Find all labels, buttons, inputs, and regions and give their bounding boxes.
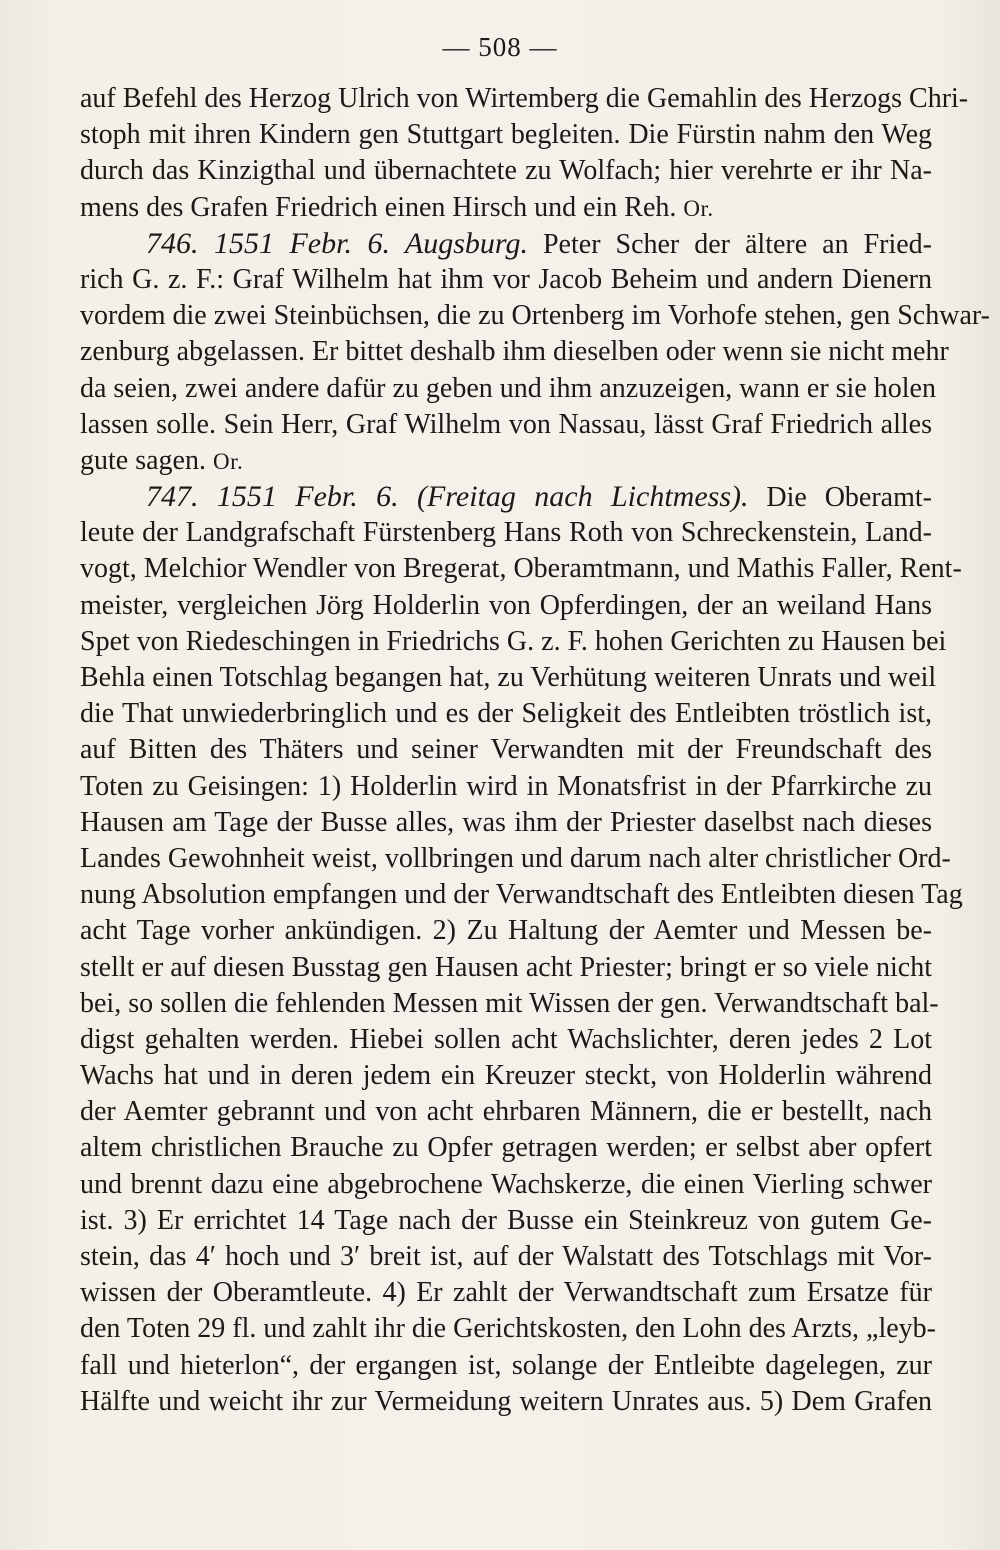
text-line	[80, 696, 932, 732]
line-text: auf Befehl des Herzog Ulrich von Wirtemberg die Gemahlin des Herzogs Chri-	[80, 83, 969, 114]
text-line	[80, 226, 932, 262]
line-text: altem christlichen Brauche zu Opfer getragen werden; er selbst aber opfert	[80, 1132, 932, 1164]
text-line	[80, 1203, 932, 1239]
line-text: meister, vergleichen Jörg Holderlin von Opferdingen, der an weiland Hans	[80, 589, 932, 621]
line-text: auf Bitten des Thäters und seiner Verwandten mit der Freundschaft des	[80, 734, 932, 766]
line-text: Die Oberamt-	[766, 482, 932, 514]
line-text: vogt, Melchior Wendler von Bregerat, Oberamtmann, und Mathis Faller, Rent-	[80, 553, 962, 585]
source-note: Or.	[212, 448, 244, 474]
line-text: lassen solle. Sein Herr, Graf Wilhelm von Nassau, lässt Graf Friedrich alles	[80, 408, 932, 440]
body-text	[80, 81, 990, 1420]
line-text: Toten zu Geisingen: 1) Holderlin wird in Monatsfrist in der Pfarrkirche zu	[80, 770, 932, 802]
line-text: bei, so sollen die fehlenden Messen mit Wissen der gen. Verwandtschaft bal-	[80, 987, 939, 1019]
text-line	[80, 1311, 936, 1347]
text-line	[80, 190, 932, 226]
line-text: durch das Kinzigthal und übernachtete zu Wolfach; hier verehrte er ihr Na-	[80, 155, 932, 187]
text-line	[80, 1130, 932, 1166]
text-line	[80, 334, 949, 370]
line-text: Spet von Riedeschingen in Friedrichs G. z. F. hohen Gerichten zu Hausen bei	[80, 625, 947, 657]
text-line	[80, 1348, 932, 1384]
text-line	[80, 371, 936, 407]
line-text: nung Absolution empfangen und der Verwandtschaft des Entleibten diesen Tag	[80, 879, 963, 911]
text-line	[80, 443, 932, 479]
text-line	[80, 407, 932, 443]
text-line	[80, 986, 939, 1022]
text-line	[80, 81, 969, 117]
text-line	[80, 1022, 932, 1058]
line-text: rich G. z. F.: Graf Wilhelm hat ihm vor Jacob Beheim und andern Dienern	[80, 263, 932, 295]
line-text: vordem die zwei Steinbüchsen, die zu Ortenberg im Vorhofe stehen, gen Schwar-	[80, 300, 990, 332]
text-line	[80, 1384, 932, 1420]
text-line	[80, 950, 932, 986]
line-text: Landes Gewohnheit weist, vollbringen und darum nach alter christlicher Ord-	[80, 842, 951, 874]
line-text: die That unwiederbringlich und es der Seligkeit des Entleibten tröstlich ist,	[80, 698, 932, 730]
line-text: der Aemter gebrannt und von acht ehrbaren Männern, die er bestellt, nach	[80, 1096, 932, 1128]
line-text: zenburg abgelassen. Er bittet deshalb ihm dieselben oder wenn sie nicht mehr	[80, 336, 949, 368]
entry-heading: 746. 1551 Febr. 6. Augsburg.	[146, 226, 528, 260]
text-line	[80, 877, 963, 913]
line-text: Wachs hat und in deren jedem ein Kreuzer steckt, von Holderlin während	[80, 1060, 932, 1092]
page-number: — 508 —	[442, 32, 558, 62]
text-line	[80, 732, 932, 768]
line-text: wissen der Oberamtleute. 4) Er zahlt der Verwandtschaft zum Ersatze für	[80, 1277, 932, 1309]
text-line	[80, 551, 962, 587]
text-line	[80, 805, 932, 841]
line-text: leute der Landgrafschaft Fürstenberg Hans Roth von Schreckenstein, Land-	[80, 517, 932, 549]
line-text: stein, das 4′ hoch und 3′ breit ist, auf der Walstatt des Totschlags mit Vor-	[80, 1241, 932, 1272]
line-text: Peter Scher der ältere an Fried-	[542, 228, 933, 260]
line-text: digst gehalten werden. Hiebei sollen acht Wachslichter, deren jedes 2 Lot	[80, 1023, 932, 1055]
text-line	[80, 841, 951, 877]
line-text: gute sagen.	[80, 444, 206, 476]
text-line	[80, 660, 937, 696]
line-text: Hälfte und weicht ihr zur Vermeidung weitern Unrates aus. 5) Dem Grafen	[80, 1385, 932, 1417]
line-text: da seien, zwei andere dafür zu geben und ihm anzuzeigen, wann er sie holen	[80, 372, 936, 404]
text-line	[80, 1275, 932, 1311]
entry-heading: 747. 1551 Febr. 6. (Freitag nach Lichtmess).	[146, 480, 749, 514]
line-text: stoph mit ihren Kindern gen Stuttgart begleiten. Die Fürstin nahm den Weg	[80, 119, 932, 151]
line-text: ist. 3) Er errichtet 14 Tage nach der Busse ein Steinkreuz von gutem Ge-	[80, 1204, 932, 1236]
text-line	[80, 588, 932, 624]
text-line	[80, 117, 932, 153]
text-line	[80, 298, 990, 334]
line-text: mens des Grafen Friedrich einen Hirsch und ein Reh.	[80, 191, 677, 223]
text-line	[80, 1058, 932, 1094]
text-line	[80, 153, 932, 189]
text-line	[80, 1094, 932, 1130]
source-note: Or.	[683, 195, 714, 221]
text-line	[80, 262, 932, 298]
line-text: fall und hieterlon“, der ergangen ist, solange der Entleibte dagelegen, zur	[80, 1349, 932, 1381]
text-line	[80, 624, 947, 660]
line-text: Hausen am Tage der Busse alles, was ihm der Priester daselbst nach dieses	[80, 806, 932, 838]
text-line	[80, 769, 932, 805]
line-text: Behla einen Totschlag begangen hat, zu Verhütung weiteren Unrats und weil	[80, 662, 937, 693]
line-text: acht Tage vorher ankündigen. 2) Zu Haltung der Aemter und Messen be-	[80, 915, 932, 947]
line-text: und brennt dazu eine abgebrochene Wachskerze, die einen Vierling schwer	[80, 1168, 932, 1200]
line-text: den Toten 29 fl. und zahlt ihr die Gerichtskosten, den Lohn des Arzts, „leyb-	[80, 1313, 936, 1345]
text-line	[80, 1167, 932, 1203]
text-line	[80, 913, 932, 949]
text-line	[80, 479, 932, 515]
line-text: stellt er auf diesen Busstag gen Hausen acht Priester; bringt er so viele nicht	[80, 951, 932, 983]
text-line	[80, 1239, 932, 1275]
text-line	[80, 515, 932, 551]
